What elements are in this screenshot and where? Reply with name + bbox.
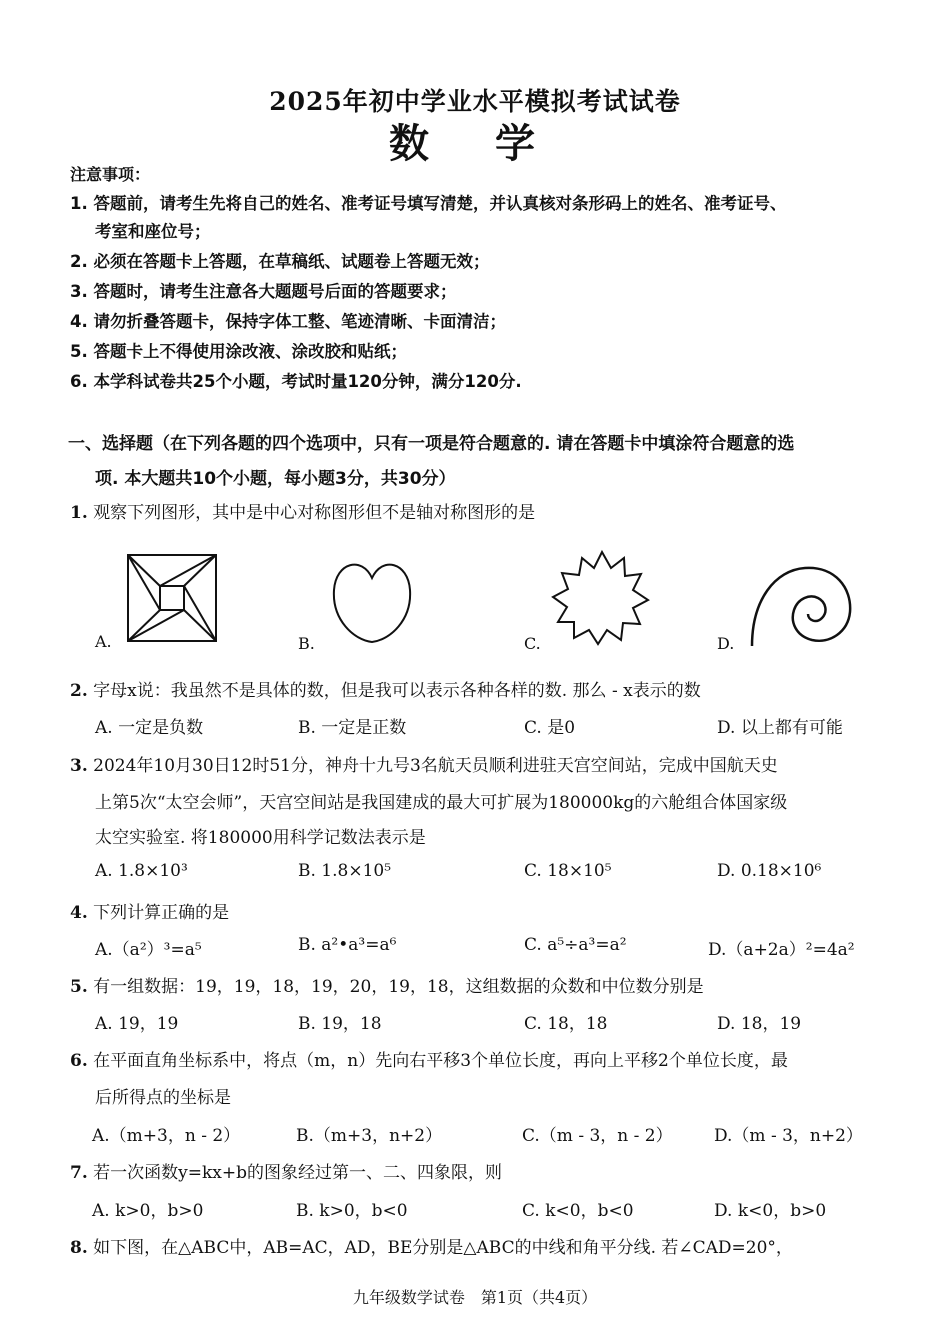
option-c: C. 18×10⁵ (524, 861, 612, 881)
notice-heading: 注意事项： (70, 165, 151, 184)
figure-label-c: C. (524, 634, 541, 653)
option-a: A.（m+3，n - 2） (92, 1126, 241, 1146)
option-d: D.（a+2a）²=4a² (708, 940, 855, 960)
question-text: 若一次函数y=kx+b的图象经过第一、二、四象限，则 (93, 1163, 503, 1183)
option-b: B. k>0，b<0 (296, 1201, 408, 1221)
question-4 (70, 898, 229, 923)
option-a: A. 19，19 (95, 1014, 179, 1034)
option-d: D. 0.18×10⁶ (717, 861, 822, 881)
notice-item: 6. 本学科试卷共25个小题，考试时量120分钟，满分120分. (70, 372, 522, 391)
option-d: D.（m - 3，n+2） (714, 1126, 863, 1146)
option-b: B.（m+3，n+2） (296, 1126, 443, 1146)
question-number: 5. (70, 977, 88, 997)
question-number: 2. (70, 681, 88, 701)
option-a: A.（a²）³=a⁵ (95, 940, 202, 960)
figure-b-heart (334, 565, 410, 642)
figure-label-d: D. (717, 634, 735, 653)
notice-item: 1. 答题前，请考生先将自己的姓名、准考证号填写清楚，并认真核对条形码上的姓名、准考证号、 (70, 194, 787, 213)
question-2 (70, 676, 701, 701)
question-text: 在平面直角坐标系中，将点（m，n）先向右平移3个单位长度，再向上平移2个单位长度，最 (93, 1051, 788, 1071)
question-number: 7. (70, 1163, 88, 1183)
notice-item: 3. 答题时，请考生注意各大题题号后面的答题要求； (70, 282, 457, 301)
question-1 (70, 498, 535, 523)
question-text: 观察下列图形，其中是中心对称图形但不是轴对称图形的是 (93, 503, 536, 523)
notice-item: 4. 请勿折叠答题卡，保持字体工整、笔迹清晰、卡面清洁； (70, 312, 506, 331)
question-text: 字母x说：我虽然不是具体的数，但是我可以表示各种各样的数. 那么 - x表示的数 (93, 681, 701, 701)
subject-title: 数 学 (389, 121, 561, 167)
figure-a-pinwheel (128, 555, 216, 641)
option-a: A. 一定是负数 (95, 718, 204, 738)
question-8 (70, 1233, 793, 1258)
option-a: A. 1.8×10³ (95, 861, 188, 881)
question-6-line2: 后所得点的坐标是 (95, 1088, 231, 1108)
option-c: C.（m - 3，n - 2） (522, 1126, 673, 1146)
question-text: 有一组数据：19，19，18，19，20，19，18，这组数据的众数和中位数分别是 (93, 977, 704, 997)
figure-label-b: B. (298, 634, 315, 653)
section-heading-line2: 项. 本大题共10个小题，每小题3分，共30分） (95, 469, 456, 489)
notice-item: 5. 答题卡上不得使用涂改液、涂改胶和贴纸； (70, 342, 407, 361)
option-d: D. 18，19 (717, 1014, 802, 1034)
option-a: A. k>0，b>0 (92, 1201, 204, 1221)
question-text: 如下图，在△ABC中，AB=AC，AD，BE分别是△ABC的中线和角平分线. 若∠CAD=20°， (93, 1238, 793, 1258)
option-b: B. 19，18 (298, 1014, 382, 1034)
figure-c-star (553, 552, 648, 644)
option-d: D. 以上都有可能 (717, 718, 843, 738)
page-footer: 九年级数学试卷 第1页（共4页） (352, 1288, 598, 1307)
question-6 (70, 1046, 788, 1071)
figure-d-spiral (752, 568, 850, 646)
question-number: 4. (70, 903, 88, 923)
notice-item: 2. 必须在答题卡上答题，在草稿纸、试题卷上答题无效； (70, 252, 490, 271)
question-text: 下列计算正确的是 (93, 903, 230, 923)
option-b: B. 一定是正数 (298, 718, 407, 738)
question-number: 3. (70, 756, 88, 776)
section-heading-line1: 一、选择题（在下列各题的四个选项中，只有一项是符合题意的. 请在答题卡中填涂符合题意的选 (68, 434, 795, 454)
option-d: D. k<0，b>0 (714, 1201, 827, 1221)
option-c: C. 是0 (524, 718, 576, 738)
question-3-line3: 太空实验室. 将180000用科学记数法表示是 (95, 828, 426, 848)
question-number: 1. (70, 503, 88, 523)
question-1-figures (0, 540, 950, 660)
question-text: 2024年10月30日12时51分，神舟十九号3名航天员顺利进驻天宫空间站，完成中国航天史 (93, 756, 778, 776)
question-3 (70, 751, 778, 776)
option-c: C. k<0，b<0 (522, 1201, 634, 1221)
question-number: 8. (70, 1238, 88, 1258)
option-c: C. a⁵÷a³=a² (524, 935, 627, 955)
notice-item: 考室和座位号； (95, 222, 211, 241)
option-b: B. 1.8×10⁵ (298, 861, 392, 881)
exam-title: 2025年初中学业水平模拟考试试卷 (269, 87, 681, 116)
question-3-line2: 上第5次“太空会师”，天宫空间站是我国建成的最大可扩展为180000kg的六舱组合体国家级 (95, 793, 788, 813)
option-b: B. a²•a³=a⁶ (298, 935, 397, 955)
question-7 (70, 1158, 502, 1183)
option-c: C. 18，18 (524, 1014, 608, 1034)
figures-svg (0, 540, 950, 660)
figure-label-a: A. (95, 632, 112, 651)
question-number: 6. (70, 1051, 88, 1071)
question-5 (70, 972, 704, 997)
